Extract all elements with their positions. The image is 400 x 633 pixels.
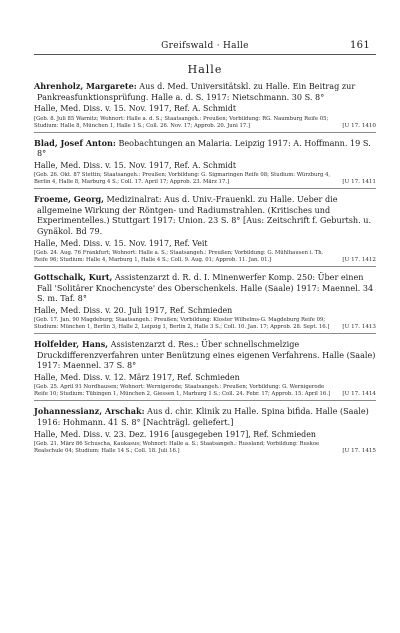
dissertation-line: Halle, Med. Diss. v. 15. Nov. 1917, Ref. Veit xyxy=(34,238,208,248)
entry-description: Aus d. Med. Universitätskl. zu Halle. Ein Beitrag zur Pankreasfunktionsprüfung. Halle a. d. S. 1917: Nietschmann. 30 S. 8° xyxy=(37,81,356,102)
entry-blad xyxy=(34,138,376,190)
entry-description: Assistenzarzt d. R. d. I. Minenwerfer Komp. 250: Über einen Fall 'Solitärer Knochencyste' des Oberschenkels. Halle (Saale) 1917: Maennel. 34 S. m. Taf. 8° xyxy=(37,271,374,304)
dissertation-line: Halle, Med. Diss. v. 23. Dez. 1916 [ausgegeben 1917], Ref. Schmieden xyxy=(34,429,316,439)
entry-divider xyxy=(34,333,376,334)
dissertation-line: Halle, Med. Diss. v. 15. Nov. 1917, Ref. A. Schmidt xyxy=(34,104,237,114)
vita-note xyxy=(34,250,376,264)
running-head-title: Greifswald · Halle xyxy=(161,41,249,51)
vita-note xyxy=(34,172,376,186)
entry-froeme xyxy=(34,194,376,267)
entry-ahrenholz xyxy=(34,81,376,133)
entry-johannessianz xyxy=(34,406,376,455)
running-head xyxy=(34,40,376,55)
entry-description: Beobachtungen an Malaria. Leipzig 1917: A. Hoffmann. 19 S. 8° xyxy=(37,137,371,159)
vita-note xyxy=(34,317,376,331)
author-name: Froeme, Georg, xyxy=(34,194,104,205)
entry-head xyxy=(34,339,376,371)
entry-head xyxy=(34,406,376,427)
catalog-ref: [U 17. 1410 xyxy=(342,122,376,129)
catalog-ref: [U 17. 1411 xyxy=(342,179,376,186)
dissertation-line: Halle, Med. Diss. v. 15. Nov. 1917, Ref. A. Schmidt xyxy=(34,160,237,170)
vita-text: [Geb. 24. Aug. 76 Frankfurt; Wohnort: Halle a. S.; Staatsangeh.: Preußen; Vorbildung: G. Mühlhausen i. Th. Reife 96; Studium: Halle 4, Marburg 1, Halle 4 S.; Coll. 9. Aug. 01; Approb. 11. Jan. 01.] xyxy=(34,249,324,263)
vita-text: [Geb. 17. Jan. 90 Magdeburg; Staatsangeh.: Preußen; Vorbildung: Kloster Wilhelms-G. Magdeburg Reife 09; Studium: München 1, Berlin 3, Halle 2, Leipzig 1, Berlin 2, Halle 3 S.; Coll. 10. Jan. 17; Approb. 28. Sept. 16.] xyxy=(34,317,330,331)
entry-divider xyxy=(34,266,376,267)
vita-text: [Geb. 25. April 91 Nordhausen; Wohnort: Wernigerode; Staatsangeh.: Preußen; Vorbildung: G. Wernigerode Reife 10; Studium: Tübingen 1, München 2, Giessen 1, Marburg 1 S.; Coll. 24. Febr. 17; Approb. 15. April 16.] xyxy=(34,384,331,398)
vita-note xyxy=(34,441,376,455)
catalog-ref: [U 17. 1414 xyxy=(342,391,376,398)
dissertation-line: Halle, Med. Diss. v. 12. März 1917, Ref. Schmieden xyxy=(34,372,240,382)
vita-text: [Geb. 8. Juli 85 Warnitz; Wohnort: Halle a. d. S.; Staatsangeh.: Preußen; Vorbildung: RG. Naumburg Reife 05; Studium: Halle 8, München 1, Halle 1 S.; Coll. 26. Nov. 17; Approb. 20. Juni 17.] xyxy=(34,115,329,129)
entry-divider xyxy=(34,132,376,133)
vita-text: [Geb. 26. Okt. 87 Stettin; Staatsangeh.: Preußen; Vorbildung: G. Sigmaringen Reife 08; Studium: Würzburg 4, Berlin 4, Halle 8, Marburg 4 S.; Coll. 17. April 17; Approb. 23. März 17.] xyxy=(34,172,331,186)
entry-head xyxy=(34,272,376,304)
entry-divider xyxy=(34,400,376,401)
section-title: Halle xyxy=(187,63,223,76)
catalog-ref: [U 17. 1415 xyxy=(342,447,376,454)
entry-head xyxy=(34,194,376,236)
author-name: Johannessianz, Arschak: xyxy=(34,406,145,417)
vita-note xyxy=(34,384,376,398)
entry-head xyxy=(34,138,376,159)
author-name: Holfelder, Hans, xyxy=(34,339,109,350)
vita-text: [Geb. 21. März 86 Schuscha, Kaukasus; Wohnort: Halle a. S.; Staatsangeh.: Russland; Vorbildung: Ruskoe Realschule 04; Studium: Halle 14 S.; Coll. 18. Juli 16.] xyxy=(34,440,320,454)
author-name: Gottschalk, Kurt, xyxy=(34,271,113,282)
entry-description: Aus d. chir. Klinik zu Halle. Spina bifida. Halle (Saale) 1916: Hohmann. 41 S. 8° [Nachträgl. geliefert.] xyxy=(37,406,369,427)
vita-note xyxy=(34,116,376,130)
entry-holfelder xyxy=(34,339,376,401)
entry-head xyxy=(34,81,376,102)
entry-description: Medizinalrat: Aus d. Univ.-Frauenkl. zu Halle. Ueber die allgemeine Wirkung der Röntgen- und Radiumstrahlen. (Kritisches und Experimentelles.) Stuttgart 1917: Union. 23 S. 8° [Aus: Zeitschrift f. Geburtsh. u. Gynäkol. Bd 79. xyxy=(37,194,372,236)
entry-description: Assistenzarzt d. Res.: Über schnellschmelzige Druckdifferenzverfahren unter Benützung eines eigenen Verfahrens. Halle (Saale) 1917: Maennel. 37 S. 8° xyxy=(37,339,376,371)
author-name: Ahrenholz, Margarete: xyxy=(34,81,137,91)
author-name: Blad, Josef Anton: xyxy=(34,137,116,148)
entry-divider xyxy=(34,188,376,189)
dissertation-line: Halle, Med. Diss. v. 20. Juli 1917, Ref. Schmieden xyxy=(34,305,233,315)
page-number: 161 xyxy=(350,40,370,51)
catalog-ref: [U 17. 1413 xyxy=(342,324,376,331)
catalog-ref: [U 17. 1412 xyxy=(342,256,376,263)
entry-gottschalk xyxy=(34,272,376,334)
